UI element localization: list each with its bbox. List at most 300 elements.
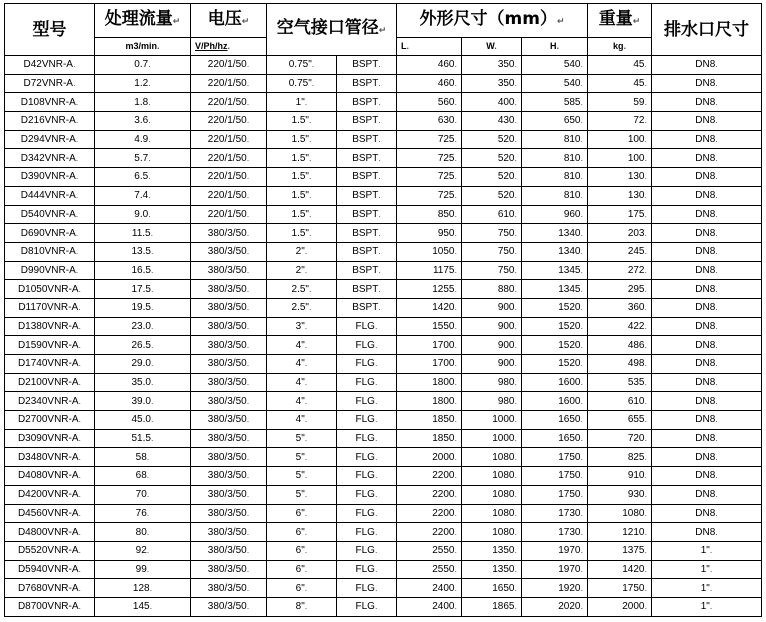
length-cell	[397, 597, 462, 616]
cell-value: 350	[497, 59, 515, 71]
voltage-cell	[191, 355, 267, 374]
width-cell	[462, 224, 522, 243]
cell-value: 2400	[432, 601, 455, 613]
cell-mark: .	[378, 264, 381, 275]
cell-value: D1050VNR-A	[17, 283, 79, 295]
cell-value: 220/1/50	[207, 171, 247, 183]
cell-mark: .	[78, 526, 82, 537]
cell-mark: .	[75, 171, 79, 182]
pipe-size-cell	[267, 168, 337, 187]
cell-value: 610	[497, 208, 515, 220]
cell-mark: .	[78, 414, 82, 425]
unit-weight: kg.	[588, 38, 652, 56]
width-cell	[462, 74, 522, 93]
cell-mark: .	[454, 78, 458, 89]
cell-value: DN8	[695, 171, 716, 183]
cell-mark: .	[514, 414, 518, 425]
cell-mark: .	[246, 171, 250, 182]
drain-cell	[652, 112, 762, 131]
cell-mark: .	[246, 190, 250, 201]
cell-value: 560	[437, 96, 455, 108]
cell-mark: .	[146, 507, 150, 518]
cell-mark: .	[514, 451, 518, 462]
cell-value: D294VNR-A	[20, 134, 76, 146]
weight-cell	[588, 504, 652, 523]
width-cell	[462, 504, 522, 523]
cell-value: 2.5"	[291, 302, 309, 314]
cell-value: BSPT	[352, 152, 379, 164]
cell-mark: .	[514, 470, 518, 481]
thread-type-cell	[337, 298, 397, 317]
cell-value: 1350	[492, 545, 515, 557]
cell-value: 380/3/50	[207, 377, 247, 389]
cell-value: 380/3/50	[207, 320, 247, 332]
voltage-cell	[191, 504, 267, 523]
cell-mark: .	[308, 134, 312, 145]
drain-cell	[652, 485, 762, 504]
cell-value: 1"	[700, 601, 710, 613]
cell-value: BSPT	[352, 134, 379, 146]
cell-mark: .	[78, 358, 82, 369]
para-mark: ↵	[241, 17, 250, 27]
cell-value: DN8	[695, 96, 716, 108]
cell-mark: .	[644, 489, 648, 500]
cell-value: 750	[497, 227, 515, 239]
cell-mark: .	[715, 433, 718, 444]
cell-value: 1730	[558, 507, 581, 519]
cell-value: 5"	[295, 433, 305, 445]
cell-value: 45.0	[131, 414, 151, 426]
cell-mark: .	[148, 208, 151, 219]
cell-value: 6"	[295, 582, 305, 594]
thread-type-cell	[337, 373, 397, 392]
cell-mark: .	[514, 190, 518, 201]
cell-mark: .	[246, 208, 250, 219]
pipe-size-cell	[267, 485, 337, 504]
cell-value: FLG	[355, 489, 375, 501]
cell-value: 960	[563, 208, 581, 220]
height-cell	[522, 411, 588, 430]
drain-cell	[652, 242, 762, 261]
cell-mark: .	[378, 115, 381, 126]
cell-value: 80	[135, 526, 147, 538]
cell-value: D540VNR-A	[20, 208, 76, 220]
voltage-cell	[191, 317, 267, 336]
cell-value: 380/3/50	[207, 414, 247, 426]
cell-mark: .	[514, 246, 518, 257]
cell-value: DN8	[695, 320, 716, 332]
cell-value: 1340	[558, 227, 581, 239]
cell-mark: .	[715, 152, 718, 163]
cell-value: 1"	[700, 563, 710, 575]
cell-value: 750	[497, 264, 515, 276]
width-cell	[462, 317, 522, 336]
cell-mark: .	[150, 433, 154, 444]
cell-mark: .	[246, 582, 250, 593]
flow-cell	[95, 224, 191, 243]
cell-mark: .	[150, 302, 154, 313]
cell-value: 70	[135, 489, 147, 501]
cell-mark: .	[715, 171, 718, 182]
cell-value: 350	[497, 78, 515, 90]
cell-value: 51.5	[131, 433, 151, 445]
pipe-size-cell	[267, 149, 337, 168]
cell-mark: .	[311, 59, 315, 70]
width-cell	[462, 261, 522, 280]
cell-mark: .	[715, 377, 718, 388]
cell-value: D3480VNR-A	[17, 451, 79, 463]
cell-mark: .	[374, 339, 378, 350]
cell-value: 720	[627, 433, 645, 445]
pipe-size-cell	[267, 579, 337, 598]
cell-mark: .	[304, 451, 308, 462]
cell-mark: .	[580, 171, 584, 182]
drain-cell	[652, 168, 762, 187]
cell-value: DN8	[695, 134, 716, 146]
cell-mark: .	[374, 395, 378, 406]
table-row	[5, 261, 762, 280]
cell-mark: .	[308, 152, 312, 163]
cell-value: BSPT	[352, 264, 379, 276]
cell-mark: .	[715, 227, 718, 238]
cell-mark: .	[148, 96, 151, 107]
drain-cell	[652, 298, 762, 317]
cell-mark: .	[715, 302, 718, 313]
cell-value: 99	[135, 563, 147, 575]
cell-value: DN8	[695, 190, 716, 202]
model-cell	[5, 523, 95, 542]
cell-mark: .	[644, 526, 648, 537]
cell-value: 1000	[492, 433, 515, 445]
cell-mark: .	[374, 526, 378, 537]
pipe-size-cell	[267, 242, 337, 261]
model-cell	[5, 467, 95, 486]
cell-mark: .	[514, 78, 518, 89]
cell-value: 1.8	[134, 96, 149, 108]
cell-mark: .	[304, 507, 308, 518]
cell-value: 655	[627, 414, 645, 426]
cell-value: 1800	[432, 395, 455, 407]
voltage-cell	[191, 541, 267, 560]
cell-value: 1420	[432, 302, 455, 314]
cell-value: 520	[497, 190, 515, 202]
voltage-cell	[191, 579, 267, 598]
cell-value: 175	[627, 208, 645, 220]
flow-cell	[95, 205, 191, 224]
flow-cell	[95, 242, 191, 261]
cell-mark: .	[374, 320, 378, 331]
flow-cell	[95, 336, 191, 355]
model-cell	[5, 56, 95, 75]
cell-value: 430	[497, 115, 515, 127]
cell-value: 16.5	[131, 264, 151, 276]
cell-value: DN8	[695, 358, 716, 370]
flow-cell	[95, 504, 191, 523]
cell-value: FLG	[355, 470, 375, 482]
cell-mark: .	[378, 134, 381, 145]
cell-mark: .	[644, 78, 648, 89]
cell-value: 4"	[295, 339, 305, 351]
cell-mark: .	[580, 377, 584, 388]
cell-value: 900	[497, 320, 515, 332]
cell-mark: .	[78, 601, 82, 612]
drain-cell	[652, 448, 762, 467]
flow-cell	[95, 485, 191, 504]
cell-value: 1080	[492, 507, 515, 519]
cell-mark: .	[494, 41, 497, 51]
cell-mark: .	[78, 470, 82, 481]
model-cell	[5, 336, 95, 355]
cell-value: 725	[437, 134, 455, 146]
cell-value: 128	[132, 582, 150, 594]
cell-mark: .	[580, 115, 584, 126]
drain-cell	[652, 336, 762, 355]
cell-value: 610	[627, 395, 645, 407]
width-cell	[462, 467, 522, 486]
width-cell	[462, 597, 522, 616]
cell-value: 1.5"	[291, 134, 309, 146]
cell-mark: .	[78, 395, 82, 406]
cell-value: FLG	[355, 582, 375, 594]
cell-value: 1750	[558, 470, 581, 482]
cell-mark: .	[514, 134, 518, 145]
cell-mark: .	[150, 377, 154, 388]
cell-value: 1650	[558, 433, 581, 445]
cell-mark: .	[580, 190, 584, 201]
cell-mark: .	[644, 395, 648, 406]
cell-mark: .	[580, 358, 584, 369]
cell-mark: .	[148, 152, 151, 163]
thread-type-cell	[337, 168, 397, 187]
cell-mark: .	[514, 563, 518, 574]
pipe-size-cell	[267, 448, 337, 467]
cell-mark: .	[454, 563, 458, 574]
cell-mark: .	[148, 115, 151, 126]
cell-mark: .	[246, 96, 250, 107]
cell-value: DN8	[695, 115, 716, 127]
voltage-cell	[191, 392, 267, 411]
cell-mark: .	[304, 414, 308, 425]
cell-mark: .	[580, 545, 584, 556]
cell-value: 29.0	[131, 358, 151, 370]
cell-value: 380/3/50	[207, 582, 247, 594]
drain-cell	[652, 224, 762, 243]
header-model: 型号	[5, 4, 95, 56]
height-cell	[522, 205, 588, 224]
cell-value: 2200	[432, 470, 455, 482]
cell-value: 4.9	[134, 134, 149, 146]
width-cell	[462, 429, 522, 448]
cell-value: FLG	[355, 526, 375, 538]
height-cell	[522, 579, 588, 598]
voltage-cell	[191, 373, 267, 392]
cell-mark: .	[308, 302, 312, 313]
flow-cell	[95, 168, 191, 187]
thread-type-cell	[337, 186, 397, 205]
cell-mark: .	[378, 227, 381, 238]
pipe-size-cell	[267, 392, 337, 411]
cell-value: DN8	[695, 507, 716, 519]
cell-value: 1750	[558, 489, 581, 501]
cell-value: 1080	[492, 526, 515, 538]
cell-value: 380/3/50	[207, 395, 247, 407]
thread-type-cell	[337, 242, 397, 261]
length-cell	[397, 298, 462, 317]
cell-mark: .	[150, 414, 154, 425]
cell-value: 900	[497, 358, 515, 370]
height-cell	[522, 186, 588, 205]
table-row	[5, 74, 762, 93]
voltage-cell	[191, 448, 267, 467]
cell-mark: .	[580, 96, 584, 107]
cell-mark: .	[150, 264, 154, 275]
unit-H: H.	[522, 38, 588, 56]
cell-mark: .	[454, 302, 458, 313]
weight-cell	[588, 298, 652, 317]
length-cell	[397, 448, 462, 467]
cell-mark: .	[246, 433, 250, 444]
flow-cell	[95, 373, 191, 392]
model-cell	[5, 355, 95, 374]
table-row	[5, 355, 762, 374]
table-row	[5, 149, 762, 168]
height-cell	[522, 336, 588, 355]
cell-value: DN8	[695, 227, 716, 239]
cell-value: D2100VNR-A	[17, 377, 79, 389]
cell-mark: .	[454, 395, 458, 406]
cell-value: FLG	[355, 545, 375, 557]
height-cell	[522, 74, 588, 93]
cell-value: 460	[437, 78, 455, 90]
cell-mark: .	[246, 414, 250, 425]
cell-value: DN8	[695, 414, 716, 426]
cell-value: 980	[497, 377, 515, 389]
length-cell	[397, 485, 462, 504]
para-mark: ↵	[632, 17, 641, 27]
table-row	[5, 560, 762, 579]
cell-mark: .	[374, 582, 378, 593]
cell-value: 2000	[622, 601, 645, 613]
table-row	[5, 411, 762, 430]
table-row	[5, 224, 762, 243]
cell-mark: .	[454, 320, 458, 331]
cell-mark: .	[378, 171, 381, 182]
cell-mark: .	[514, 489, 518, 500]
cell-mark: .	[374, 414, 378, 425]
cell-mark: .	[715, 507, 718, 518]
cell-value: 76	[135, 507, 147, 519]
width-cell	[462, 579, 522, 598]
cell-value: DN8	[695, 302, 716, 314]
drain-cell	[652, 317, 762, 336]
cell-value: 520	[497, 134, 515, 146]
cell-value: 380/3/50	[207, 470, 247, 482]
cell-value: DN8	[695, 78, 716, 90]
model-cell	[5, 560, 95, 579]
cell-mark: .	[556, 41, 560, 51]
cell-mark: .	[644, 115, 648, 126]
cell-mark: .	[580, 208, 584, 219]
weight-cell	[588, 56, 652, 75]
cell-value: 1520	[558, 339, 581, 351]
cell-mark: .	[75, 227, 79, 238]
voltage-cell	[191, 112, 267, 131]
weight-cell	[588, 336, 652, 355]
cell-mark: .	[644, 302, 648, 313]
length-cell	[397, 242, 462, 261]
cell-mark: .	[78, 507, 82, 518]
cell-value: DN8	[695, 433, 716, 445]
cell-mark: .	[72, 78, 76, 89]
model-cell	[5, 298, 95, 317]
cell-value: DN8	[695, 283, 716, 295]
cell-mark: .	[580, 59, 584, 70]
pipe-size-cell	[267, 112, 337, 131]
cell-mark: .	[514, 433, 518, 444]
pipe-size-cell	[267, 56, 337, 75]
cell-mark: .	[644, 208, 648, 219]
cell-mark: .	[514, 283, 518, 294]
cell-value: 145	[132, 601, 150, 613]
width-cell	[462, 112, 522, 131]
cell-value: 725	[437, 190, 455, 202]
weight-cell	[588, 579, 652, 598]
cell-mark: .	[246, 283, 250, 294]
length-cell	[397, 523, 462, 542]
thread-type-cell	[337, 560, 397, 579]
cell-value: 6.5	[134, 171, 149, 183]
cell-mark: .	[514, 320, 518, 331]
cell-mark: .	[644, 152, 648, 163]
cell-mark: .	[623, 41, 627, 51]
cell-value: 3.6	[134, 115, 149, 127]
voltage-cell	[191, 336, 267, 355]
cell-mark: .	[580, 246, 584, 257]
weight-cell	[588, 242, 652, 261]
cell-value: 1865	[492, 601, 515, 613]
cell-value: 360	[627, 302, 645, 314]
cell-mark: .	[374, 563, 378, 574]
cell-mark: .	[580, 433, 584, 444]
cell-value: 1175	[432, 264, 455, 276]
cell-mark: .	[715, 190, 718, 201]
cell-mark: .	[514, 545, 518, 556]
cell-mark: .	[78, 320, 82, 331]
unit-W: W.	[462, 38, 522, 56]
cell-mark: .	[580, 339, 584, 350]
flow-cell	[95, 186, 191, 205]
cell-mark: .	[304, 601, 308, 612]
drain-cell	[652, 467, 762, 486]
cell-value: 1730	[558, 526, 581, 538]
cell-mark: .	[304, 433, 308, 444]
model-cell	[5, 448, 95, 467]
cell-mark: .	[246, 78, 250, 89]
cell-mark: .	[75, 246, 79, 257]
thread-type-cell	[337, 261, 397, 280]
flow-cell	[95, 298, 191, 317]
cell-mark: .	[580, 582, 584, 593]
para-mark: ↵	[172, 17, 181, 27]
cell-value: D690VNR-A	[20, 227, 76, 239]
cell-mark: .	[644, 451, 648, 462]
pipe-size-cell	[267, 597, 337, 616]
cell-value: 1340	[558, 246, 581, 258]
cell-mark: .	[454, 507, 458, 518]
cell-mark: .	[454, 264, 458, 275]
cell-value: D216VNR-A	[20, 115, 76, 127]
length-cell	[397, 168, 462, 187]
